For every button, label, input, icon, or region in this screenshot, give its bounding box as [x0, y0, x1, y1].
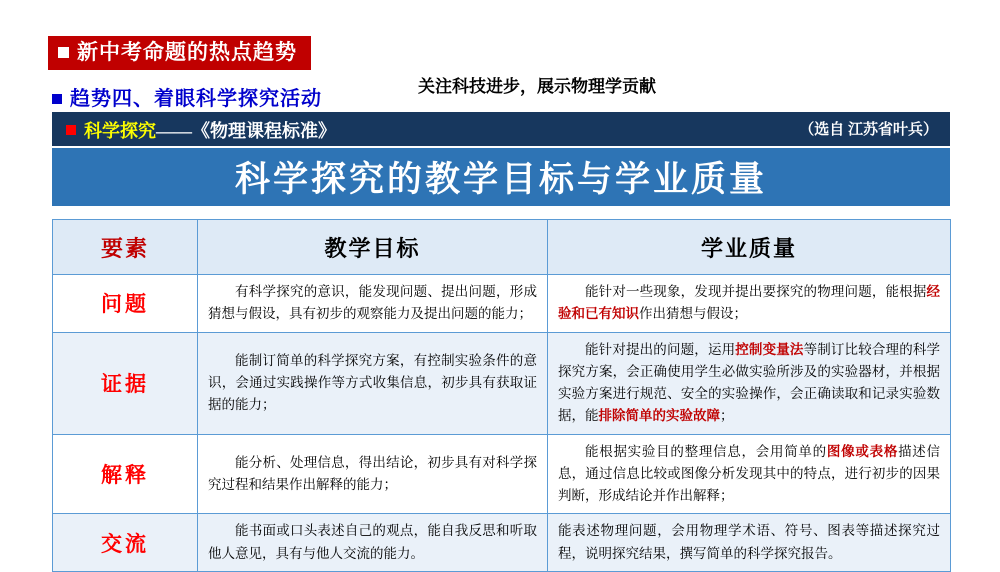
table-header-row [53, 220, 951, 275]
standard-strip [52, 112, 950, 146]
red-square-bullet-icon [66, 125, 76, 135]
trend-heading-label: 趋势四、着眼科学探究活动 [70, 88, 322, 110]
plain-text: 能针对提出的问题，运用 [585, 341, 736, 357]
row-quality-text [548, 332, 951, 434]
row-element-label: 证据 [53, 332, 198, 434]
row-goal-text: 能书面或口头表述自己的观点，能自我反思和听取他人意见，具有与他人交流的能力。 [198, 514, 548, 572]
row-goal-text: 能分析、处理信息，得出结论，初步具有对科学探究过程和结果作出解释的能力； [198, 434, 548, 514]
row-goal-text: 有科学探究的意识，能发现问题、提出问题，形成猜想与假设，具有初步的观察能力及提出问题的能力； [198, 275, 548, 333]
highlighted-term: 排除简单的实验故障 [598, 408, 720, 424]
row-element-label: 解释 [53, 434, 198, 514]
highlighted-term: 控制变量法 [735, 341, 804, 357]
table-header-goal: 教学目标 [198, 220, 548, 275]
row-element-label: 交流 [53, 514, 198, 572]
highlighted-term: 图像或表格 [826, 443, 899, 459]
page-title: 科学探究的教学目标与学业质量 [234, 160, 767, 199]
highlighted-term: 经验和已有知识 [558, 284, 940, 322]
standard-strip-credit: （选自 江苏省叶兵） [799, 122, 938, 138]
topic-banner-label: 新中考命题的热点趋势 [77, 40, 297, 64]
plain-text: 能根据实验目的整理信息，会用简单的 [585, 443, 827, 459]
standard-strip-label [66, 117, 336, 143]
row-quality-text [548, 514, 951, 572]
science-inquiry-table [52, 219, 951, 572]
plain-text: ； [720, 408, 734, 424]
blue-square-bullet-icon [52, 94, 62, 104]
row-goal-text: 能制订简单的科学探究方案，有控制实验条件的意识，会通过实践操作等方式收集信息，初步具有获取证据的能力； [198, 332, 548, 434]
table-row [53, 332, 951, 434]
table-row [53, 275, 951, 333]
white-square-bullet-icon [58, 47, 69, 58]
plain-text: 描述信息，通过信息比较或图像分析发现其中的特点，进行初步的因果判断，形成结论并作出解释； [558, 443, 941, 504]
table-row [53, 434, 951, 514]
table-header-quality: 学业质量 [548, 220, 951, 275]
row-element-label: 问题 [53, 275, 198, 333]
table-header-element: 要素 [53, 220, 198, 275]
plain-text: 等制订比较合理的科学探究方案，会正确使用学生必做实验所涉及的实验器材，并根据实验方案进行规范、安全的实验操作，会正确读取和记录实验数据，能 [558, 341, 941, 424]
table-body [53, 275, 951, 572]
topic-banner [48, 36, 311, 70]
plain-text: 作出猜想与假设； [639, 306, 747, 322]
trend-note: 关注科技进步，展示物理学贡献 [418, 77, 656, 96]
table-row [53, 514, 951, 572]
row-quality-text [548, 275, 951, 333]
row-quality-text [548, 434, 951, 514]
plain-text: 能表述物理问题，会用物理学术语、符号、图表等描述探究过程，说明探究结果，撰写简单的科学探究报告。 [558, 523, 940, 561]
plain-text: 能针对一些现象，发现并提出要探究的物理问题，能根据 [585, 284, 927, 299]
standard-strip-keyword: 科学探究 [84, 121, 156, 141]
standard-strip-source-book: ——《物理课程标准》 [156, 121, 336, 141]
trend-heading [52, 82, 322, 111]
slide-title-bar [52, 148, 950, 206]
